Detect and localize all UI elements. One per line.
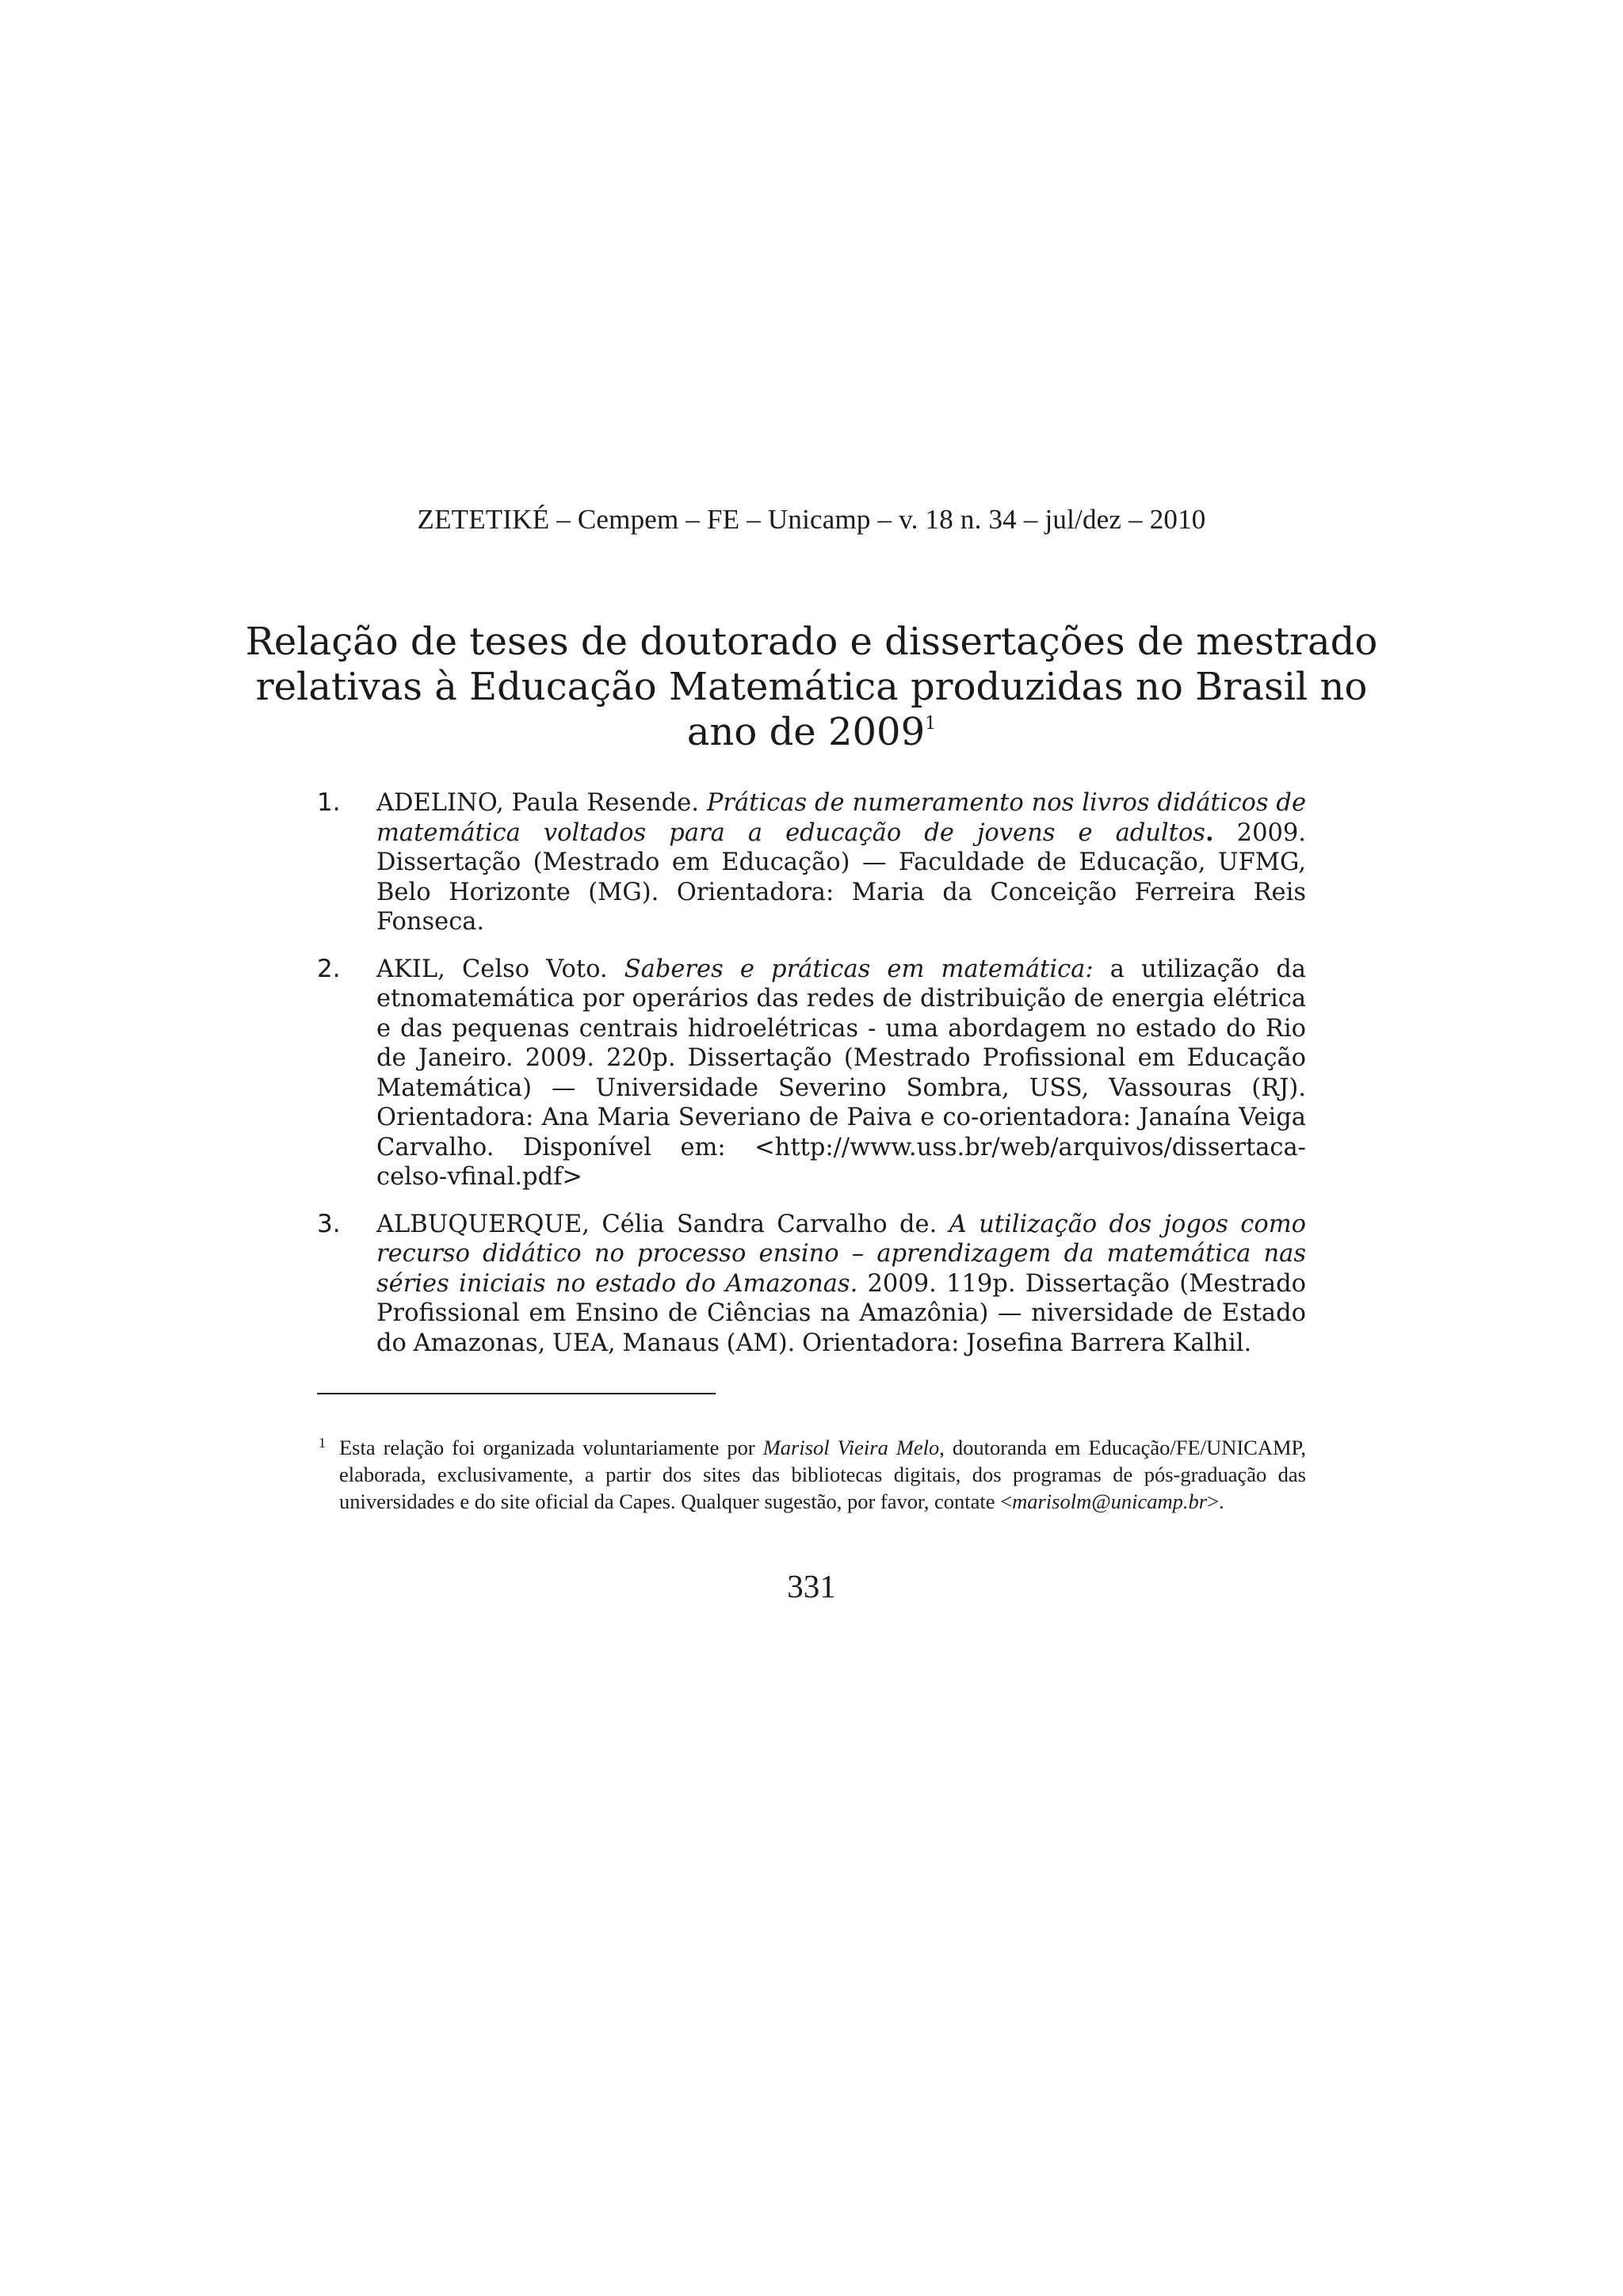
entry-number: 2. — [317, 954, 341, 983]
page-number: 331 — [787, 1568, 836, 1604]
entry-author: AKIL, Celso Voto. — [376, 955, 624, 983]
list-item — [317, 955, 1306, 1192]
article-title — [238, 620, 1385, 755]
entry-title: Saberes e práticas em matemática: — [624, 955, 1094, 983]
footnote-reference: 1 — [925, 714, 937, 734]
entry-details: a utilização da etnomatemática por operários das redes de distribuição de energia elétrica e das pequenas centrais hidroelétricas - uma abordagem no estado do Rio de Janeiro. 2009. 220p. Dissertação (Mestrado Profissional em Educação Matemática) — Universidade Severino Sombra, USS, Vassouras (RJ). Orientadora: Ana Maria Severiano de Paiva e co-orientadora: Janaína Veiga Carvalho. Disponível em: <http://www.uss.br/web/arquivos/dissertaca-celso-vfinal.pdf> — [376, 955, 1306, 1191]
footnote-text — [319, 1434, 1306, 1515]
footnote-mark: 1 — [319, 1435, 326, 1451]
entry-author: ADELINO, Paula Resende. — [376, 789, 707, 817]
footnote-author-name: Marisol Vieira Melo — [762, 1436, 940, 1459]
thesis-list — [317, 788, 1306, 1375]
footnote-text-after: >. — [1207, 1489, 1224, 1513]
footnote-text-middle: , doutoranda em Educação/FE/UNICAMP, elaborada, exclusivamente, a partir dos sites das bibliotecas digitais, dos programas de pós-graduação das universidades e do site oficial da Capes. Qualquer sugestão, por favor, contate < — [339, 1436, 1306, 1513]
footnote-separator — [317, 1393, 716, 1394]
entry-author: ALBUQUERQUE, Célia Sandra Carvalho de. — [376, 1210, 949, 1238]
entry-title: Práticas de numeramento nos livros didáticos de matemática voltados para a educação de jovens e adultos — [376, 789, 1307, 847]
entry-title-end: . — [1205, 818, 1214, 847]
footnote — [319, 1434, 1306, 1515]
list-item — [317, 1210, 1306, 1359]
footnote-email: marisolm@unicamp.br — [1012, 1489, 1208, 1513]
footnote-text-before: Esta relação foi organizada voluntariamente por — [339, 1436, 763, 1459]
entry-details: 2009. Dissertação (Mestrado em Educação) — Faculdade de Educação, UFMG, Belo Horizonte (MG). Orientadora: Maria da Conceição Ferreira Reis Fonseca. — [376, 818, 1306, 936]
entry-details: 2009. 119p. Dissertação (Mestrado Profissional em Ensino de Ciências na Amazônia) — niversidade de Estado do Amazonas, UEA, Manaus (AM). Orientadora: Josefina Barrera Kalhil. — [376, 1269, 1306, 1357]
article-title-text: Relação de teses de doutorado e dissertações de mestrado relativas à Educação Matemática produzidas no Brasil no ano de 2009 — [245, 620, 1378, 754]
entry-number: 3. — [317, 1209, 341, 1238]
running-header: ZETETIKÉ – Cempem – FE – Unicamp – v. 18 n. 34 – jul/dez – 2010 — [417, 504, 1206, 535]
entry-title: A utilização dos jogos como recurso didático no processo ensino – aprendizagem da matemática nas séries iniciais no estado do Amazonas. — [376, 1210, 1306, 1298]
entry-number: 1. — [317, 788, 341, 817]
list-item — [317, 788, 1306, 937]
